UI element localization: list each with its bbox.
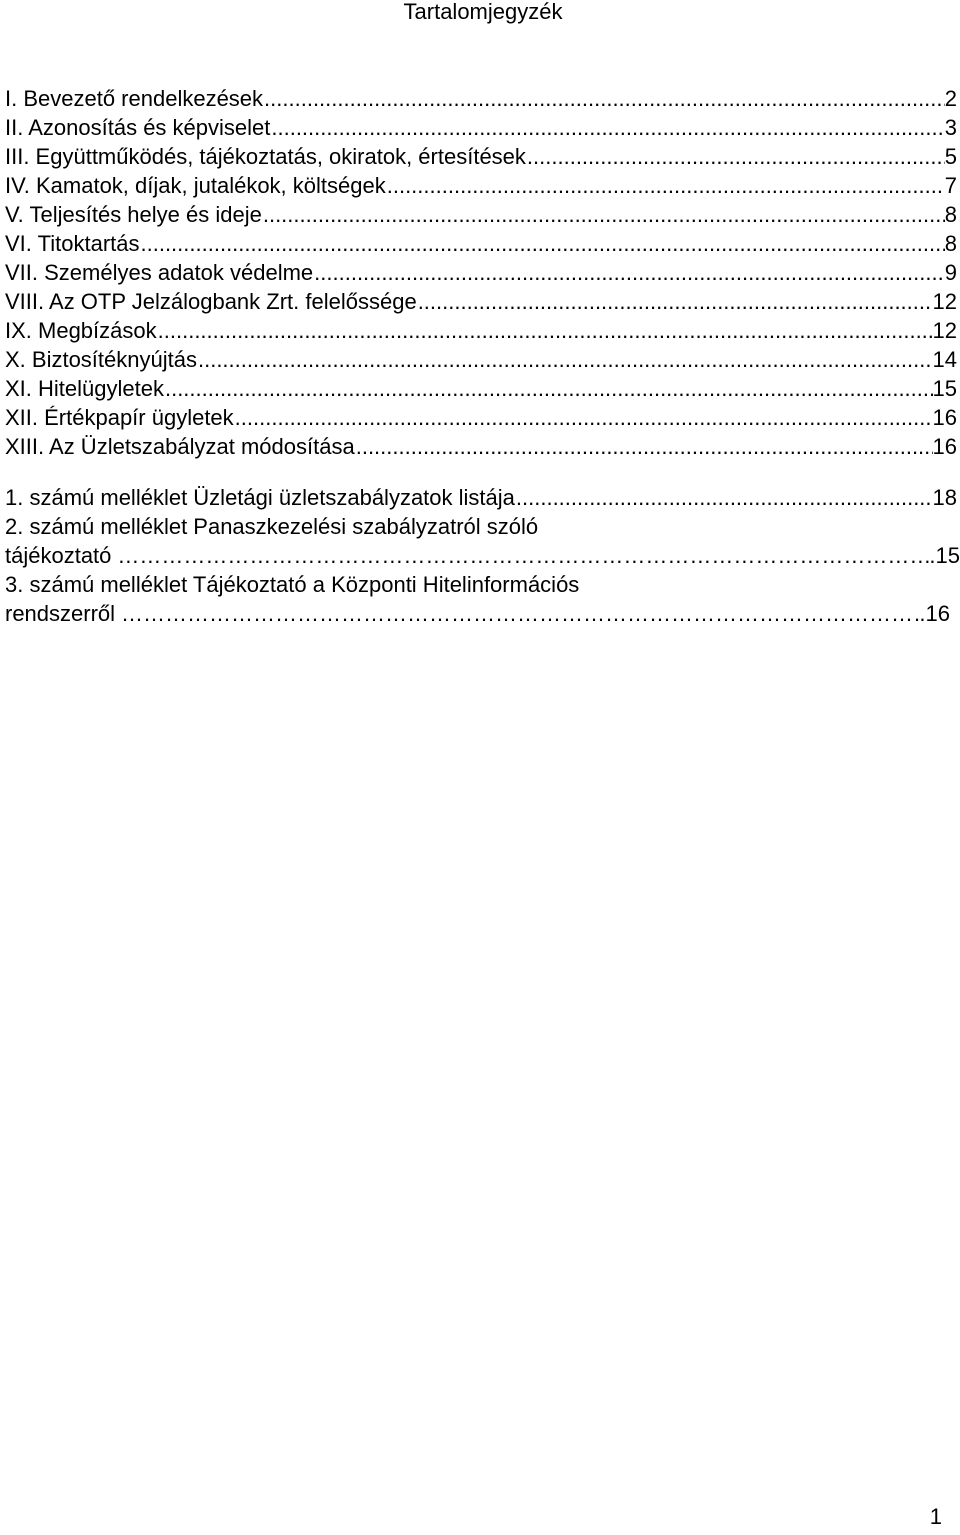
toc-dot-leader [234, 403, 933, 432]
toc-entry-label: II. Azonosítás és képviselet [5, 115, 271, 140]
toc-entry-label: XI. Hitelügyletek [5, 376, 164, 401]
toc-entry-page: 3 [944, 115, 957, 140]
toc-dot-leader [515, 483, 933, 512]
toc-entry-continuation [5, 599, 950, 628]
toc-entry-label: XIII. Az Üzletszabályzat módosítása [5, 434, 355, 459]
toc-entry-label-continued: tájékoztató [5, 543, 112, 568]
toc-entry-chapter-6[interactable] [5, 229, 960, 258]
toc-entry-page: 12 [932, 289, 957, 314]
toc-dot-leader [164, 374, 933, 403]
toc-dot-leader [197, 345, 933, 374]
toc-dot-leader [355, 432, 933, 461]
toc-dot-leader [157, 316, 933, 345]
page-title: Tartalomjegyzék [403, 0, 563, 24]
toc-entry-page: 16 [932, 434, 957, 459]
toc-entry-chapter-13[interactable] [5, 432, 960, 461]
toc-entry-label: X. Biztosítéknyújtás [5, 347, 197, 372]
toc-ellipsis-leader [115, 599, 919, 628]
toc-entry-page: .16 [919, 601, 950, 626]
toc-dot-leader [140, 229, 945, 258]
toc-entry-continuation [5, 541, 960, 570]
toc-entry-page: 9 [944, 260, 957, 285]
toc-entry-label: I. Bevezető rendelkezések [5, 86, 264, 111]
toc-entry-label: VII. Személyes adatok védelme [5, 260, 314, 285]
toc-entry-page: 16 [932, 405, 957, 430]
toc-dot-leader [417, 287, 933, 316]
toc-entry-annex-1[interactable] [5, 483, 960, 512]
toc-entry-page: 14 [932, 347, 957, 372]
toc-entry-annex-3[interactable] [5, 570, 960, 628]
toc-entry-label: IX. Megbízások [5, 318, 157, 343]
toc-ellipsis-leader [111, 541, 929, 570]
toc-dot-leader [526, 142, 945, 171]
toc-entry-chapter-11[interactable] [5, 374, 960, 403]
toc-entry-chapter-3[interactable] [5, 142, 960, 171]
toc-entry-chapter-2[interactable] [5, 113, 960, 142]
toc-entry-chapter-10[interactable] [5, 345, 960, 374]
toc-entry-label: III. Együttműködés, tájékoztatás, okiratok, értesítések [5, 144, 526, 169]
toc-entry-page: 2 [944, 86, 957, 111]
toc-entry-label: 2. számú melléklet Panaszkezelési szabályzatról szóló [5, 514, 539, 539]
toc-entry-label: XII. Értékpapír ügyletek [5, 405, 234, 430]
section-gap [5, 461, 960, 483]
toc-entry-label: V. Teljesítés helye és ideje [5, 202, 262, 227]
toc-dot-leader [386, 171, 945, 200]
toc-dot-leader [270, 113, 944, 142]
toc-entry-annex-2[interactable] [5, 512, 960, 570]
toc-entry-page: 15 [932, 376, 957, 401]
toc-entry-label: VI. Titoktartás [5, 231, 140, 256]
toc-entry-chapter-5[interactable] [5, 200, 960, 229]
toc-entry-page: 12 [932, 318, 957, 343]
toc-entry-page: 5 [944, 144, 957, 169]
toc-entry-page: 8 [944, 231, 957, 256]
toc-entry-chapter-7[interactable] [5, 258, 960, 287]
toc-entry-chapter-12[interactable] [5, 403, 960, 432]
toc-entry-label: 3. számú melléklet Tájékoztató a Központi Hitelinformációs [5, 572, 580, 597]
page-number: 1 [929, 1504, 942, 1529]
toc-entry-page: .15 [929, 543, 960, 568]
toc-entry-label: 1. számú melléklet Üzletági üzletszabályzatok listája [5, 485, 515, 510]
toc-entry-label-continued: rendszerről [5, 601, 116, 626]
toc-entry-label: VIII. Az OTP Jelzálogbank Zrt. felelőssége [5, 289, 417, 314]
toc-entry-page: 7 [944, 173, 957, 198]
toc-dot-leader [262, 200, 945, 229]
toc-entry-label: IV. Kamatok, díjak, jutalékok, költségek [5, 173, 386, 198]
table-of-contents [5, 84, 960, 628]
toc-dot-leader [263, 84, 945, 113]
toc-entry-chapter-1[interactable] [5, 84, 960, 113]
toc-entry-page: 18 [932, 485, 957, 510]
toc-entry-chapter-4[interactable] [5, 171, 960, 200]
toc-entry-chapter-9[interactable] [5, 316, 960, 345]
toc-dot-leader [313, 258, 945, 287]
toc-entry-chapter-8[interactable] [5, 287, 960, 316]
toc-entry-page: 8 [944, 202, 957, 227]
